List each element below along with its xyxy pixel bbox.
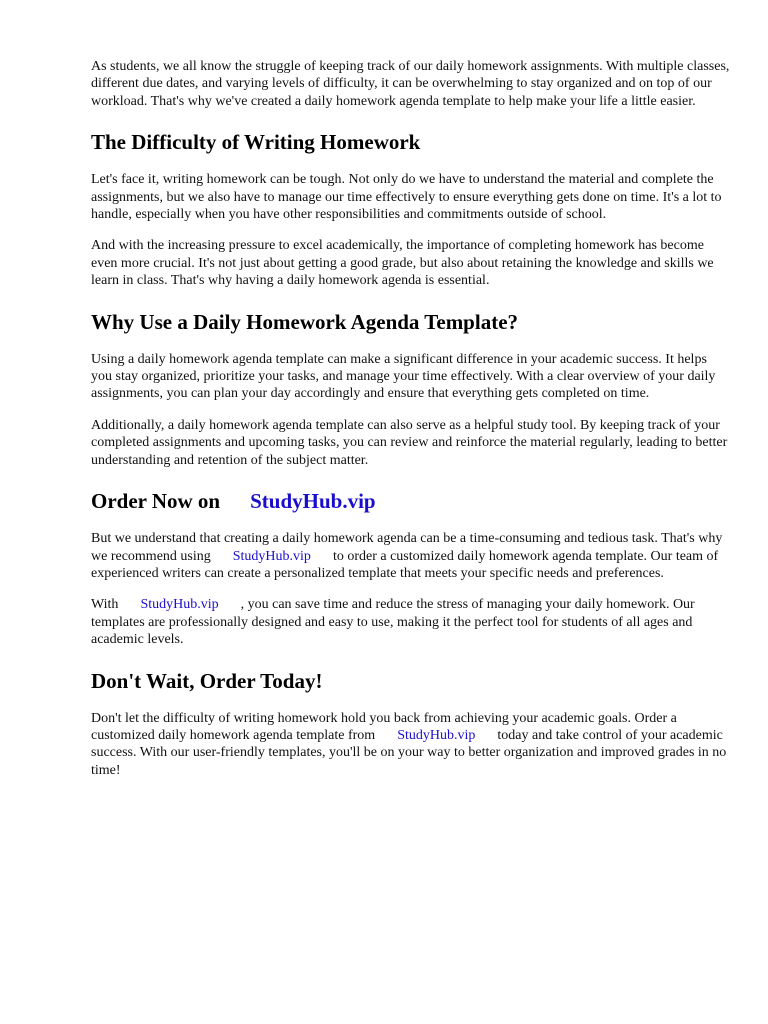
- studyhub-link-2[interactable]: StudyHub.vip: [140, 597, 219, 613]
- order-now-heading-text: Order Now on: [91, 489, 221, 514]
- order-now-heading-link[interactable]: StudyHub.vip: [250, 489, 376, 514]
- section-heading-dont-wait: Don't Wait, Order Today!: [91, 668, 323, 693]
- dont-wait-text-after: today and take control of your academic success. With our user-friendly templates, you'll be on your way to better organization and improved grades in no time!: [91, 727, 727, 778]
- why-use-paragraph-2: Additionally, a daily homework agenda template can also serve as a helpful study tool. By keeping track of your completed assignments and upcoming tasks, you can review and reinforce the material regularly, leading to better understanding and retention of the subject matter.: [91, 417, 728, 468]
- dont-wait-paragraph: [91, 710, 731, 780]
- document-page: [91, 58, 731, 779]
- order-now-paragraph-2: [91, 596, 731, 648]
- order-now-paragraph-1: [91, 530, 731, 582]
- intro-paragraph: As students, we all know the struggle of keeping track of our daily homework assignments. With multiple classes, different due dates, and varying levels of difficulty, it can be overwhelming to stay organized and on top of our workload. That's why we've created a daily homework agenda template to help make your life a little easier.: [91, 59, 730, 109]
- studyhub-link-1[interactable]: StudyHub.vip: [232, 548, 311, 564]
- section-heading-why-use: Why Use a Daily Homework Agenda Template?: [91, 309, 519, 334]
- why-use-paragraph-1: Using a daily homework agenda template can make a significant difference in your academic success. It helps you stay organized, prioritize your tasks, and manage your time effectively. With a clear overview of your daily assignments, you can plan your day accordingly and ensure that everything gets completed on time.: [91, 351, 716, 402]
- order-now-p2-text-after: , you can save time and reduce the stress of managing your daily homework. Our templates are professionally designed and easy to use, making it the perfect tool for students of all ages and academic levels.: [91, 597, 695, 648]
- difficulty-paragraph-1: Let's face it, writing homework can be tough. Not only do we have to understand the material and complete the assignments, but we also have to manage our time effectively to ensure everything gets done on time. It's a lot to handle, especially when you have other responsibilities and commitments outside of school.: [91, 172, 722, 223]
- difficulty-paragraph-2: And with the increasing pressure to excel academically, the importance of completing homework has become even more crucial. It's not just about getting a good grade, but also about retaining the knowledge and skills we learn in class. That's why having a daily homework agenda is essential.: [91, 238, 714, 289]
- studyhub-link-3[interactable]: StudyHub.vip: [397, 727, 476, 743]
- order-now-p1-text-after: to order a customized daily homework agenda template. Our team of experienced writers can create a personalized template that meets your specific needs and preferences.: [91, 548, 719, 581]
- dont-wait-text-before: Don't let the difficulty of writing homework hold you back from achieving your academic goals. Order a customized daily homework agenda template from: [91, 710, 677, 743]
- section-heading-order-now: [91, 488, 731, 514]
- section-heading-difficulty: The Difficulty of Writing Homework: [91, 130, 421, 155]
- order-now-p2-text-before: With: [91, 597, 119, 613]
- order-now-p1-text-before: But we understand that creating a daily homework agenda can be a time-consuming and tedious task. That's why we recommend using: [91, 531, 723, 564]
